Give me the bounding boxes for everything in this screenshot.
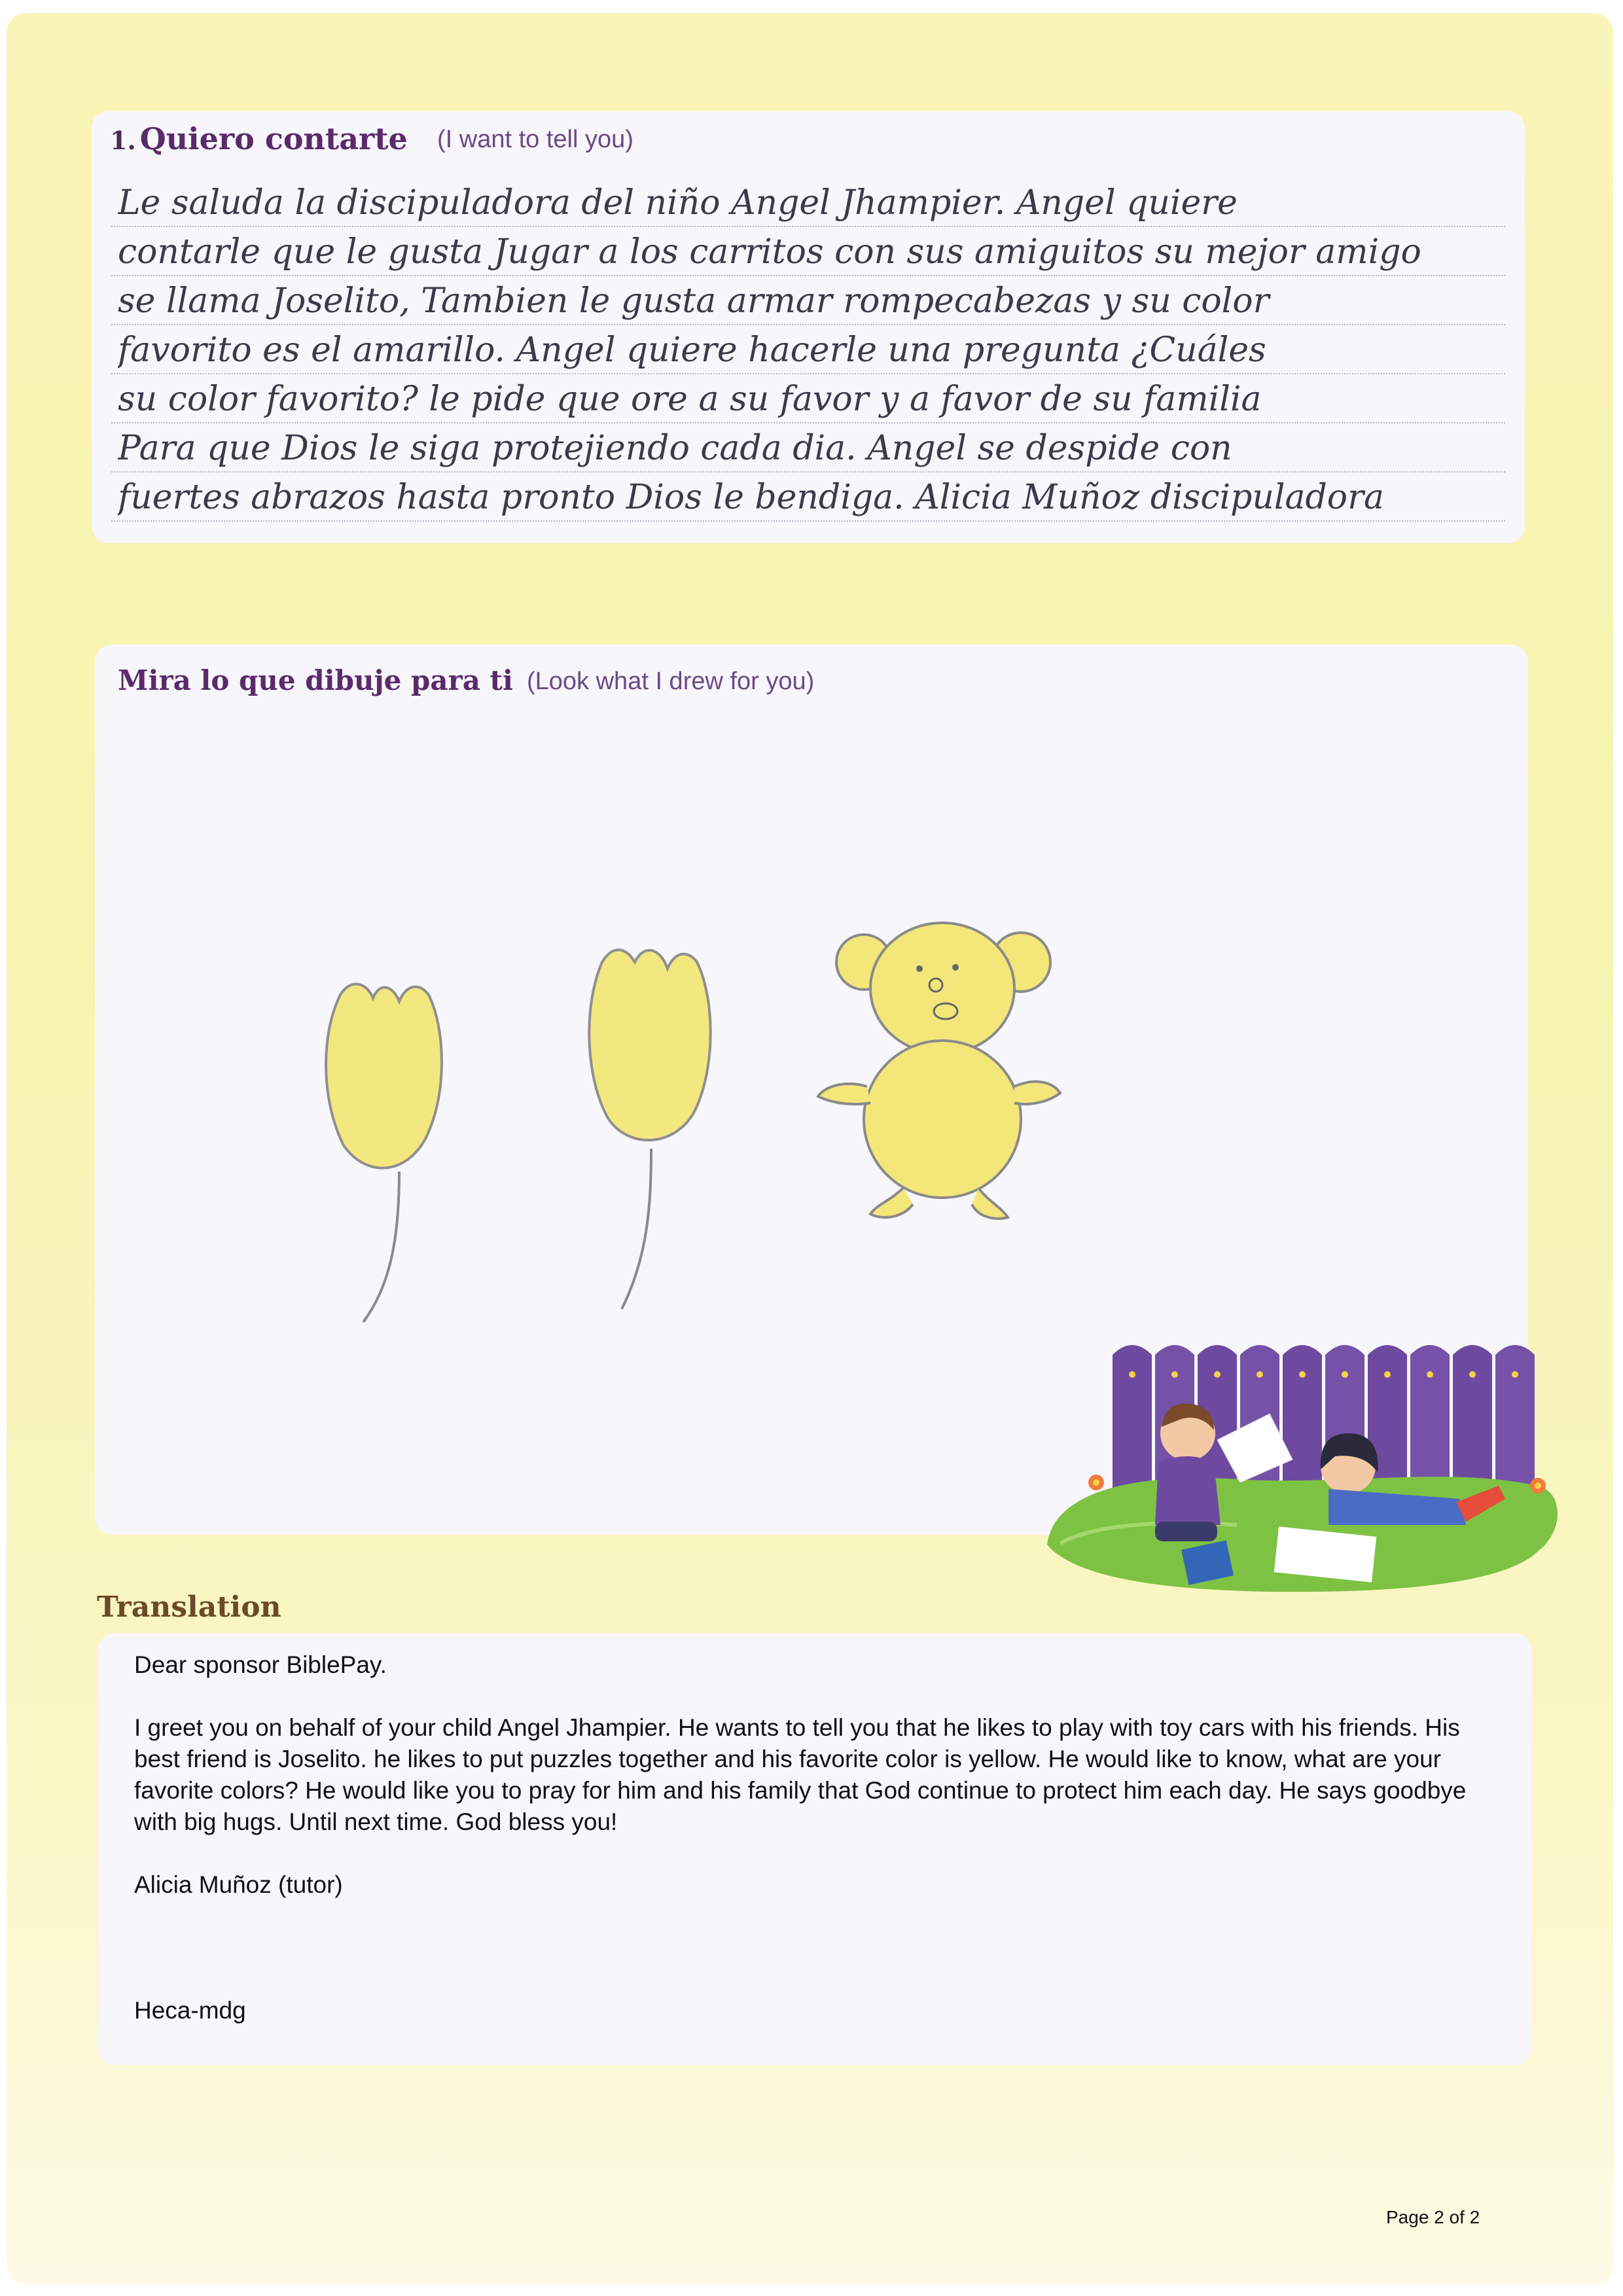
handwritten-message xyxy=(98,164,1512,530)
writing-line xyxy=(111,226,1505,227)
handwriting-line-2: contarle que le gusta Jugar a los carritos con sus amiguitos su mejor amigo xyxy=(118,232,1421,272)
handwriting-line-1: Le saluda la discipuladora del niño Angel Jhampier. Angel quiere xyxy=(118,183,1238,223)
page-number: Page 2 of 2 xyxy=(1386,2207,1480,2227)
writing-line xyxy=(111,324,1505,325)
translation-signature: Alicia Muñoz (tutor) xyxy=(134,1871,343,1898)
section1-heading xyxy=(110,121,408,156)
section2-subtitle: (Look what I drew for you) xyxy=(527,668,815,695)
boy-figure xyxy=(1155,1403,1221,1541)
writing-line xyxy=(111,422,1505,423)
flower-drawing xyxy=(326,984,442,1322)
translation-code: Heca-mdg xyxy=(134,1997,246,2024)
translation-body: I greet you on behalf of your child Angel Jhampier. He wants to tell you that he likes to play with toy cars with his friends. His best friend is Joselito. he likes to put puzzles together and his favorite color is yellow. He would like to know, what are your favorite colors? He would like you to pray for him and his family that God continue to protect him each day. He says goodbye with big hugs. Until next time. God bless you! xyxy=(134,1714,1467,1835)
translation-text xyxy=(134,1649,1482,2058)
section1-subtitle: (I want to tell you) xyxy=(437,126,633,153)
translation-title: Translation xyxy=(97,1590,281,1624)
handwriting-line-6: Para que Dios le siga protejiendo cada dia. Angel se despide con xyxy=(118,429,1232,468)
kids-fence-illustration xyxy=(1041,1335,1564,1610)
handwriting-line-7: fuertes abrazos hasta pronto Dios le bendiga. Alicia Muñoz discipuladora xyxy=(118,478,1384,517)
writing-line xyxy=(111,373,1505,374)
writing-line xyxy=(111,471,1505,473)
child-drawing xyxy=(294,877,1113,1401)
writing-line xyxy=(111,520,1505,522)
section1-title: Quiero contarte xyxy=(139,121,408,156)
section2-title: Mira lo que dibuje para ti xyxy=(118,664,513,696)
writing-line xyxy=(111,275,1505,276)
flower-drawing xyxy=(589,950,710,1309)
handwriting-line-3: se llama Joselito, Tambien le gusta armar rompecabezas y su color xyxy=(118,281,1270,321)
translation-greeting: Dear sponsor BiblePay. xyxy=(134,1651,387,1678)
handwriting-line-5: su color favorito? le pide que ore a su favor y a favor de su familia xyxy=(118,380,1262,419)
section1-number: 1. xyxy=(110,126,136,155)
bear-drawing xyxy=(818,923,1060,1219)
handwriting-line-4: favorito es el amarillo. Angel quiere hacerle una pregunta ¿Cuáles xyxy=(118,331,1266,370)
